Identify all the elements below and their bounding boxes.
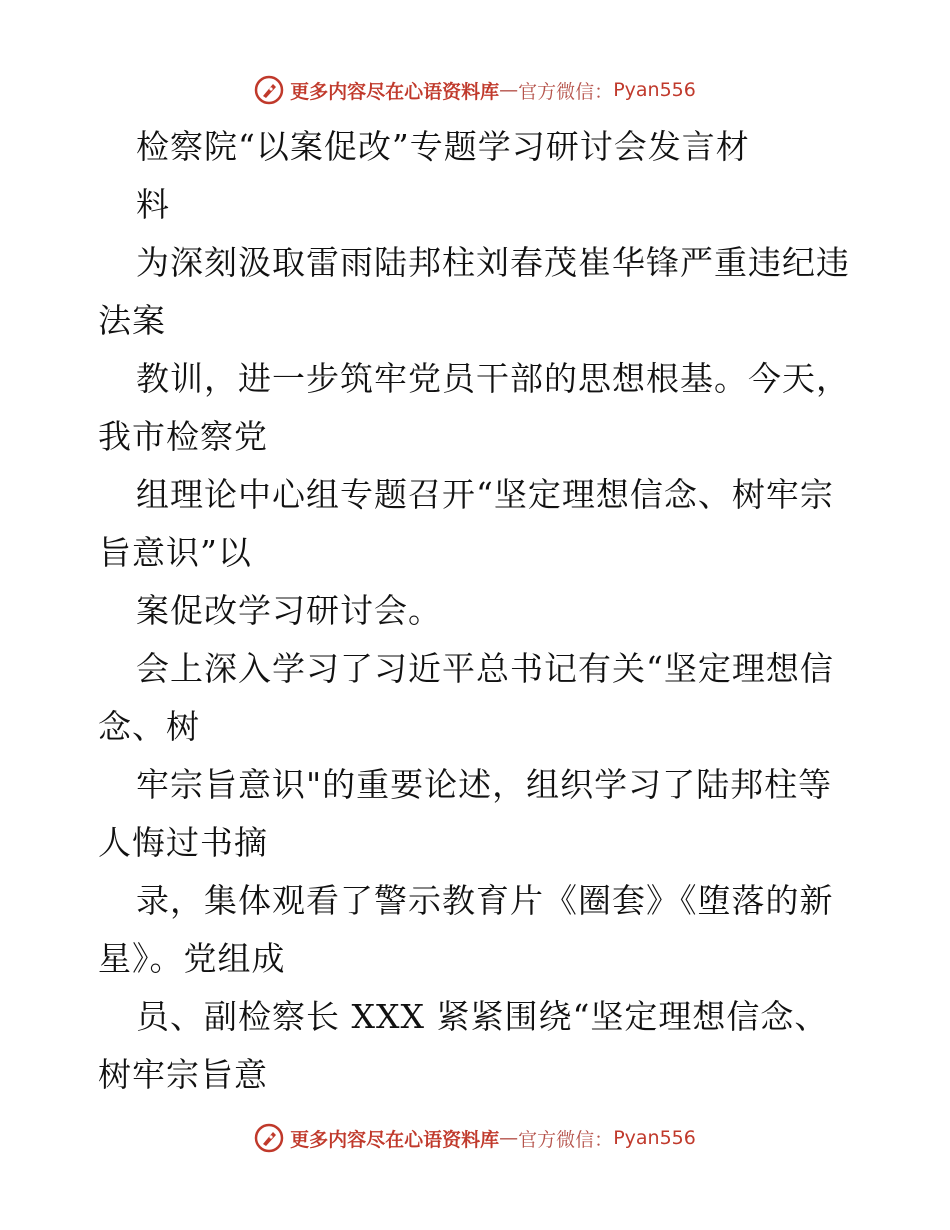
pen-nib-logo-icon [254,75,284,105]
paragraph-line: 星》。党组成 [98,939,286,978]
paragraph-line: 组理论中心组专题召开“坚定理想信念、树牢宗 [136,475,834,514]
paragraph-line: 员、副检察长 XXX 紧紧围绕“坚定理想信念、 [136,997,829,1036]
header-banner [0,70,950,110]
banner-main-text: 更多内容尽在心语资料库 [290,80,500,103]
paragraph-line: 人悔过书摘 [98,823,268,862]
banner-wechat-label: 官方微信： [518,1128,614,1151]
banner-wechat-id: Pyan556 [613,1127,696,1149]
document-title-line-2: 料 [136,185,170,224]
paragraph-line: 会上深入学习了习近平总书记有关“坚定理想信 [136,649,834,688]
paragraph-line: 我市检察党 [98,417,268,456]
pen-nib-logo-icon [254,1123,284,1153]
paragraph-line: 法案 [98,301,166,340]
paragraph-line: 录，集体观看了警示教育片《圈套》《堕落的新 [136,881,834,920]
banner-wechat-id: Pyan556 [613,79,696,101]
paragraph-line: 案促改学习研讨会。 [136,591,442,630]
document-title-line-1: 检察院“以案促改”专题学习研讨会发言材 [136,127,750,166]
paragraph-line: 旨意识”以 [98,533,252,572]
paragraph-line: 念、树 [98,707,200,746]
paragraph-line: 为深刻汲取雷雨陆邦柱刘春茂崔华锋严重违纪违 [136,243,850,282]
banner-main-text: 更多内容尽在心语资料库 [290,1128,500,1151]
banner-dash: — [499,1127,519,1149]
paragraph-line: 教训，进一步筑牢党员干部的思想根基。今天， [136,359,850,398]
banner-dash: — [499,79,519,101]
footer-banner [0,1118,950,1158]
paragraph-line: 树牢宗旨意 [98,1055,268,1094]
paragraph-line: 牢宗旨意识"的重要论述，组织学习了陆邦柱等 [136,765,833,804]
banner-wechat-label: 官方微信： [518,80,614,103]
